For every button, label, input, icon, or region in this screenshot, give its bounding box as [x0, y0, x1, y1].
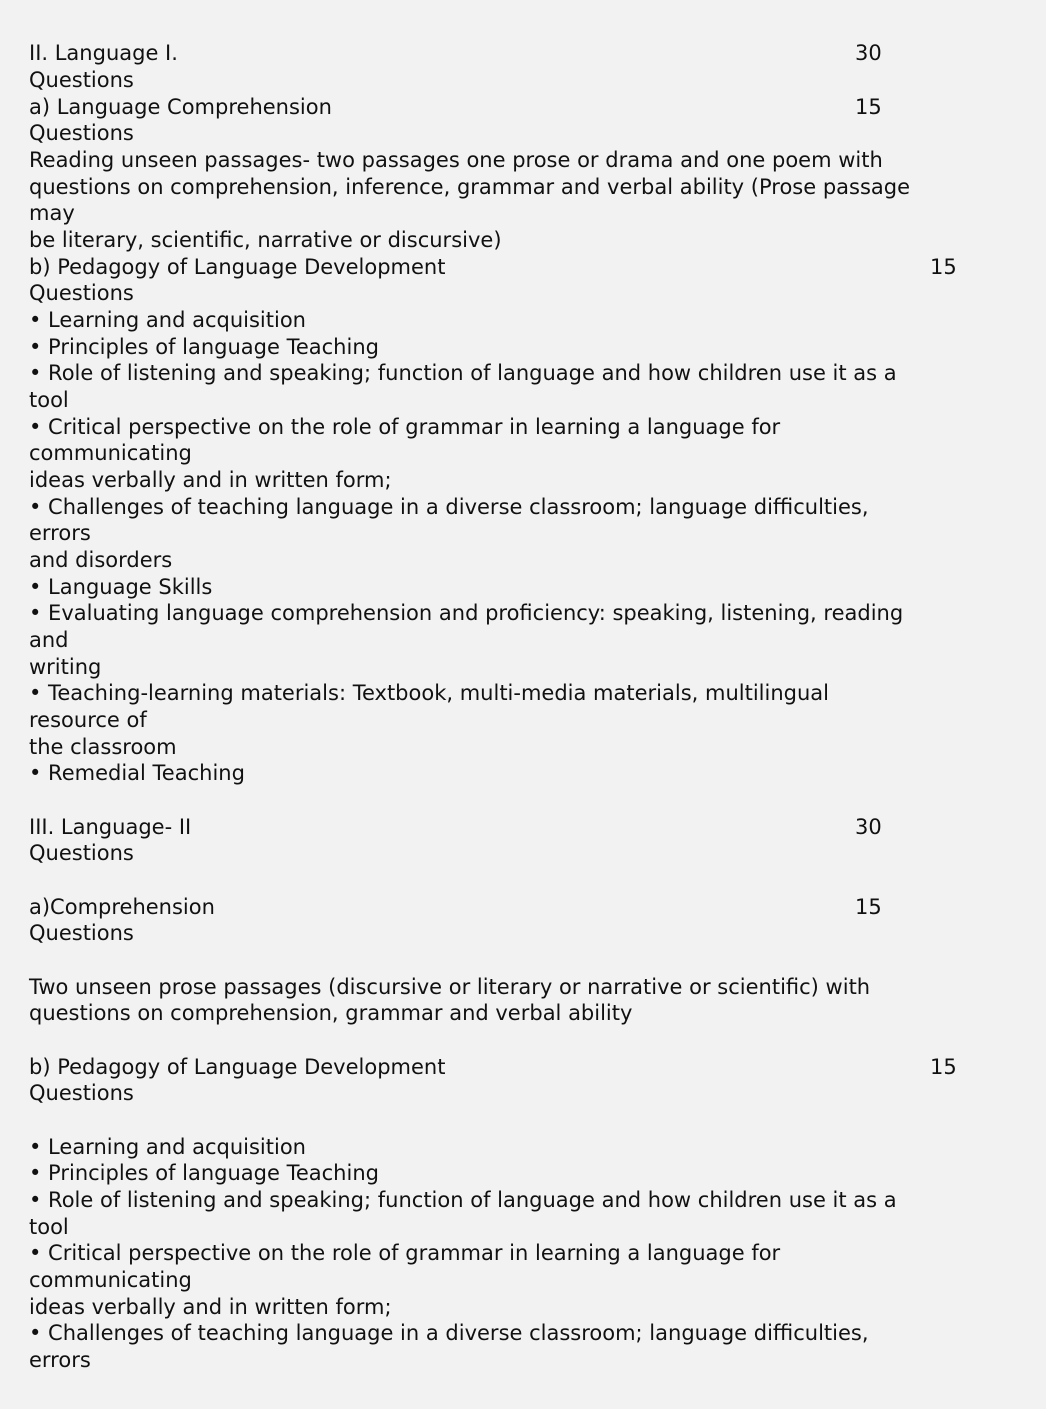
bullet-item: • Critical perspective on the role of grammar in learning a language for	[29, 1241, 781, 1265]
text-line: communicating	[29, 1268, 192, 1292]
section-heading: III. Language- II	[29, 815, 192, 839]
question-count: 30	[855, 41, 882, 65]
text-line: questions on comprehension, grammar and verbal ability	[29, 1001, 633, 1025]
text-line: the classroom	[29, 735, 177, 759]
text-line: Questions	[29, 841, 134, 865]
bullet-item: • Evaluating language comprehension and proficiency: speaking, listening, reading	[29, 601, 904, 625]
text-line: tool	[29, 388, 69, 412]
text-line: ideas verbally and in written form;	[29, 468, 392, 492]
text-line: Questions	[29, 68, 134, 92]
text-line: Questions	[29, 1081, 134, 1105]
text-line: communicating	[29, 441, 192, 465]
subsection-heading: b) Pedagogy of Language Development	[29, 255, 446, 279]
text-line: writing	[29, 655, 102, 679]
subsection-heading: a)Comprehension	[29, 895, 215, 919]
text-line: Reading unseen passages- two passages one prose or drama and one poem with	[29, 148, 883, 172]
question-count: 15	[930, 1055, 957, 1079]
text-line: may	[29, 201, 75, 225]
section-heading: II. Language I.	[29, 41, 178, 65]
text-line: errors	[29, 1348, 91, 1372]
bullet-item: • Teaching-learning materials: Textbook, multi-media materials, multilingual	[29, 681, 829, 705]
bullet-item: • Remedial Teaching	[29, 761, 245, 785]
question-count: 30	[855, 815, 882, 839]
bullet-item: • Principles of language Teaching	[29, 1161, 379, 1185]
bullet-item: • Challenges of teaching language in a diverse classroom; language difficulties,	[29, 1321, 869, 1345]
text-line: errors	[29, 521, 91, 545]
text-line: Questions	[29, 121, 134, 145]
bullet-item: • Challenges of teaching language in a diverse classroom; language difficulties,	[29, 495, 869, 519]
text-line: resource of	[29, 708, 147, 732]
subsection-heading: b) Pedagogy of Language Development	[29, 1055, 446, 1079]
bullet-item: • Language Skills	[29, 575, 213, 599]
question-count: 15	[855, 95, 882, 119]
text-line: be literary, scientific, narrative or discursive)	[29, 228, 502, 252]
text-line: Two unseen prose passages (discursive or literary or narrative or scientific) with	[29, 975, 871, 999]
text-line: tool	[29, 1215, 69, 1239]
question-count: 15	[930, 255, 957, 279]
text-line: ideas verbally and in written form;	[29, 1295, 392, 1319]
text-line: questions on comprehension, inference, grammar and verbal ability (Prose passage	[29, 175, 911, 199]
bullet-item: • Role of listening and speaking; function of language and how children use it as a	[29, 361, 897, 385]
bullet-item: • Learning and acquisition	[29, 308, 306, 332]
bullet-item: • Role of listening and speaking; function of language and how children use it as a	[29, 1188, 897, 1212]
question-count: 15	[855, 895, 882, 919]
bullet-item: • Principles of language Teaching	[29, 335, 379, 359]
text-line: Questions	[29, 921, 134, 945]
bullet-item: • Learning and acquisition	[29, 1135, 306, 1159]
text-line: and	[29, 628, 69, 652]
bullet-item: • Critical perspective on the role of grammar in learning a language for	[29, 415, 781, 439]
subsection-heading: a) Language Comprehension	[29, 95, 332, 119]
text-line: and disorders	[29, 548, 173, 572]
text-line: Questions	[29, 281, 134, 305]
